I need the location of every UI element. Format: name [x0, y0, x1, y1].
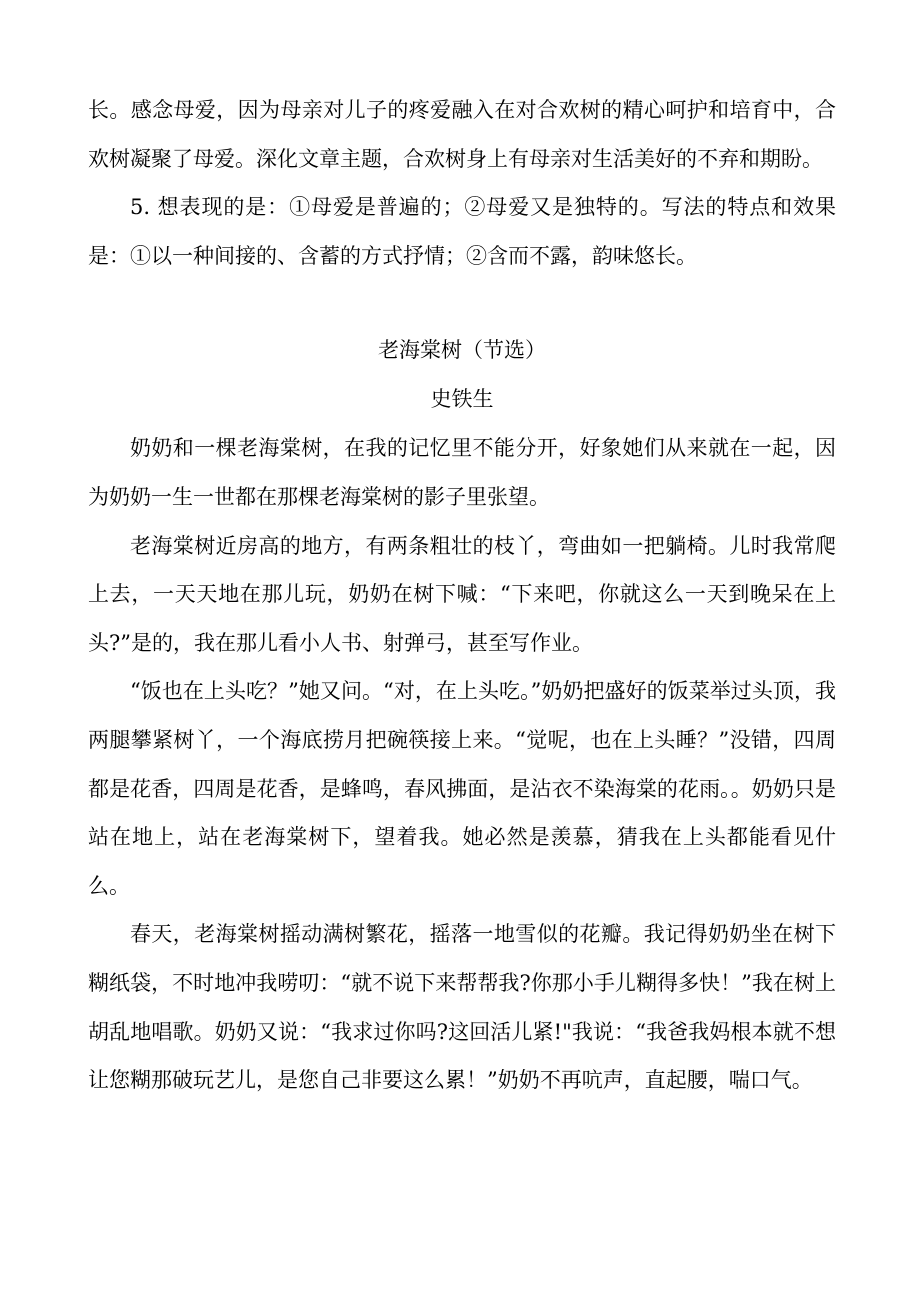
article-title: 老海棠树（节选）	[378, 338, 546, 363]
article-paragraph-1: 奶奶和一棵老海棠树，在我的记忆里不能分开，好象她们从来就在一起，因为奶奶一生一世都在那棵老海棠树的影子里张望。	[88, 436, 836, 509]
article-paragraph-2: 老海棠树近房高的地方，有两条粗壮的枝丫，弯曲如一把躺椅。儿时我常爬上去，一天天地在那儿玩，奶奶在树下喊：“下来吧，你就这么一天到晚呆在上头?”是的，我在那儿看小人书、射弹弓，甚至写作业。	[88, 533, 836, 655]
article-paragraph-4: 春天，老海棠树摇动满树繁花，摇落一地雪似的花瓣。我记得奶奶坐在树下糊纸袋，不时地冲我唠叨：“就不说下来帮帮我?你那小手儿糊得多快！”我在树上胡乱地唱歌。奶奶又说：“我求过你吗?这回活儿紧!"我说：“我爸我妈根本就不想让您糊那破玩艺儿，是您自己非要这么累！”奶奶不再吭声，直起腰，喘口气。	[88, 922, 836, 1093]
answer-continuation-paragraph: 长。感念母爱，因为母亲对儿子的疼爱融入在对合欢树的精心呵护和培育中，合欢树凝聚了母爱。深化文章主题，合欢树身上有母亲对生活美好的不弃和期盼。	[88, 98, 836, 171]
document-page	[88, 86, 836, 1105]
article-paragraph-3: “饭也在上头吃？”她又问。“对，在上头吃。”奶奶把盛好的饭菜举过头顶，我两腿攀紧树丫，一个海底捞月把碗筷接上来。“觉呢，也在上头睡？”没错，四周都是花香，四周是花香，是蜂鸣，春风拂面，是沾衣不染海棠的花雨。。奶奶只是站在地上，站在老海棠树下，望着我。她必然是羡慕，猜我在上头都能看见什么。	[88, 679, 836, 898]
article-author: 史铁生	[430, 387, 494, 412]
answer-5-paragraph: 5. 想表现的是：①母爱是普遍的；②母爱又是独特的。写法的特点和效果是：①以一种间接的、含蓄的方式抒情；②含而不露，韵味悠长。	[88, 195, 836, 268]
